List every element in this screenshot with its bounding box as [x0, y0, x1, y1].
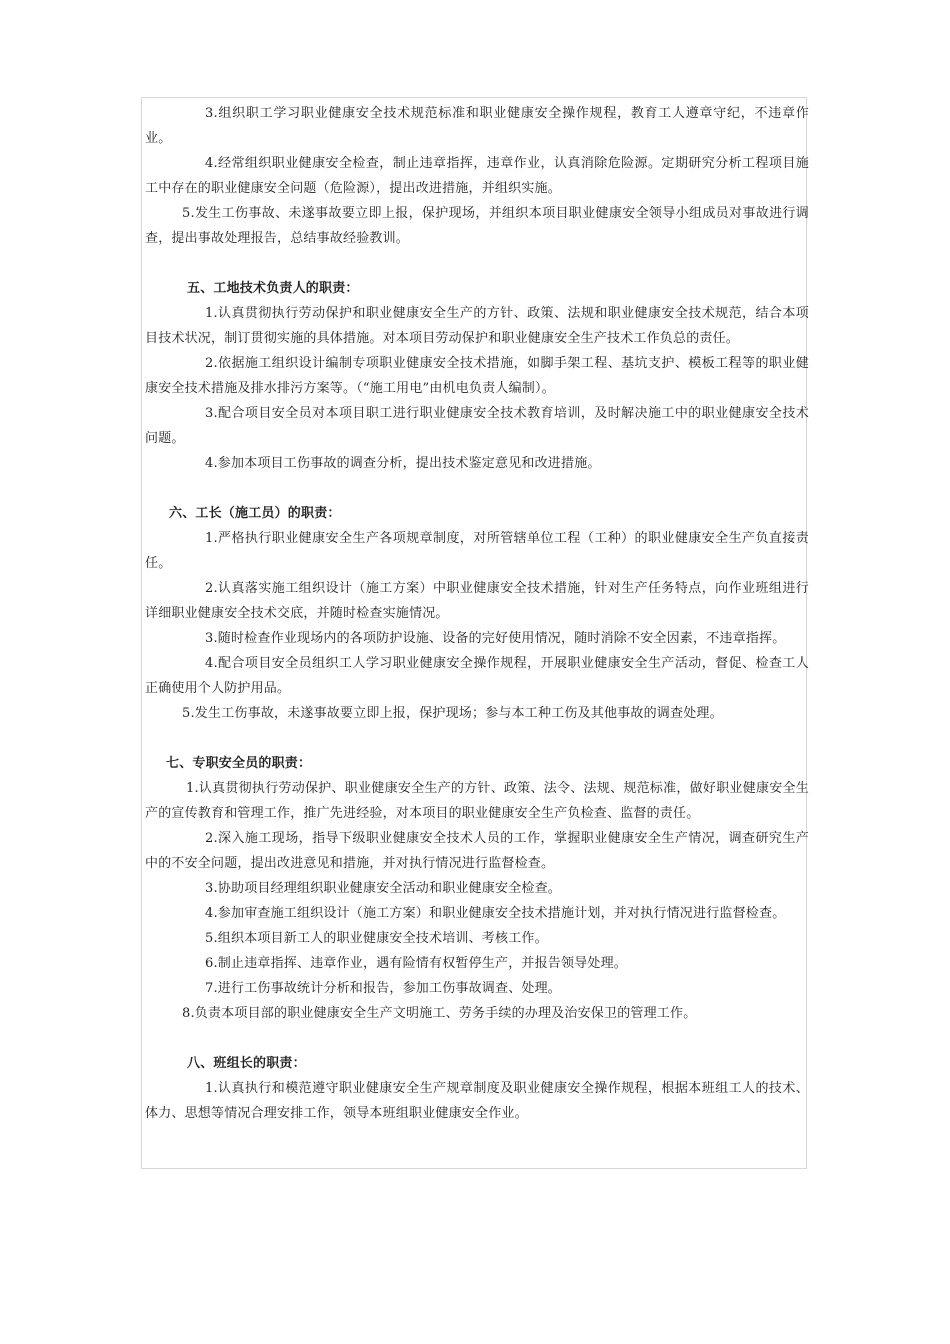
paragraph: 4.经常组织职业健康安全检查，制止违章指挥，违章作业，认真消除危险源。定期研究分析工程项目施工中存在的职业健康安全问题（危险源），提出改进措施，并组织实施。 [145, 156, 809, 196]
paragraph: 1.严格执行职业健康安全生产各项规章制度，对所管辖单位工程（工种）的职业健康安全生产负直接责任。 [145, 531, 809, 571]
paragraph: 2.认真落实施工组织设计（施工方案）中职业健康安全技术措施，针对生产任务特点，向作业班组进行详细职业健康安全技术交底，并随时检查实施情况。 [145, 581, 809, 621]
section-gap [145, 476, 809, 501]
paragraph: 7.进行工伤事故统计分析和报告，参加工伤事故调查、处理。 [205, 981, 562, 996]
paragraph: 3.组织职工学习职业健康安全技术规范标准和职业健康安全操作规程，教育工人遵章守纪，不违章作业。 [145, 106, 809, 146]
paragraph: 5.发生工伤事故，未遂事故要立即上报，保护现场；参与本工种工伤及其他事故的调查处理。 [182, 706, 723, 721]
paragraph: 4.参加本项目工伤事故的调查分析，提出技术鉴定意见和改进措施。 [205, 456, 601, 471]
paragraph: 3.配合项目安全员对本项目职工进行职业健康安全技术教育培训，及时解决施工中的职业健康安全技术问题。 [145, 406, 809, 446]
paragraph: 1.认真贯彻执行劳动保护和职业健康安全生产的方针、政策、法规和职业健康安全技术规范，结合本项目技术状况，制订贯彻实施的具体措施。对本项目劳动保护和职业健康安全生产技术工作负总的责任。 [145, 306, 809, 346]
section-gap [145, 726, 809, 751]
paragraph: 2.依据施工组织设计编制专项职业健康安全技术措施，如脚手架工程、基坑支护、模板工程等的职业健康安全技术措施及排水排污方案等。（“施工用电”由机电负责人编制）。 [145, 356, 809, 396]
paragraph: 1.认真贯彻执行劳动保护、职业健康安全生产的方针、政策、法令、法规、规范标准，做好职业健康安全生产的宣传教育和管理工作，推广先进经验，对本项目的职业健康安全生产负检查、监督的责任。 [145, 781, 809, 821]
section-gap [145, 1026, 809, 1051]
section-heading: 八、班组长的职责： [187, 1056, 306, 1071]
paragraph: 3.随时检查作业现场内的各项防护设施、设备的完好使用情况，随时消除不安全因素，不违章指挥。 [205, 631, 786, 646]
paragraph: 2.深入施工现场，指导下级职业健康安全技术人员的工作，掌握职业健康安全生产情况，调查研究生产中的不安全问题，提出改进意见和措施，并对执行情况进行监督检查。 [145, 831, 809, 871]
paragraph: 5.发生工伤事故、未遂事故要立即上报，保护现场，并组织本项目职业健康安全领导小组成员对事故进行调查，提出事故处理报告，总结事故经验教训。 [145, 206, 809, 246]
paragraph: 4.参加审查施工组织设计（施工方案）和职业健康安全技术措施计划，并对执行情况进行监督检查。 [205, 906, 786, 921]
paragraph: 8.负责本项目部的职业健康安全生产文明施工、劳务手续的办理及治安保卫的管理工作。 [182, 1006, 697, 1021]
paragraph: 6.制止违章指挥、违章作业，遇有险情有权暂停生产，并报告领导处理。 [205, 956, 628, 971]
section-gap [145, 251, 809, 276]
section-heading: 七、专职安全员的职责： [166, 756, 312, 771]
paragraph: 1.认真执行和模范遵守职业健康安全生产规章制度及职业健康安全操作规程，根据本班组工人的技术、体力、思想等情况合理安排工作，领导本班组职业健康安全作业。 [145, 1081, 809, 1121]
paragraph: 3.协助项目经理组织职业健康安全活动和职业健康安全检查。 [205, 881, 562, 896]
section-heading: 六、工长（施工员）的职责： [169, 506, 341, 521]
paragraph: 5.组织本项目新工人的职业健康安全技术培训、考核工作。 [205, 931, 548, 946]
document-body [145, 101, 809, 1126]
paragraph: 4.配合项目安全员组织工人学习职业健康安全操作规程，开展职业健康安全生产活动，督促、检查工人正确使用个人防护用品。 [145, 656, 809, 696]
section-heading: 五、工地技术负责人的职责： [187, 281, 359, 296]
